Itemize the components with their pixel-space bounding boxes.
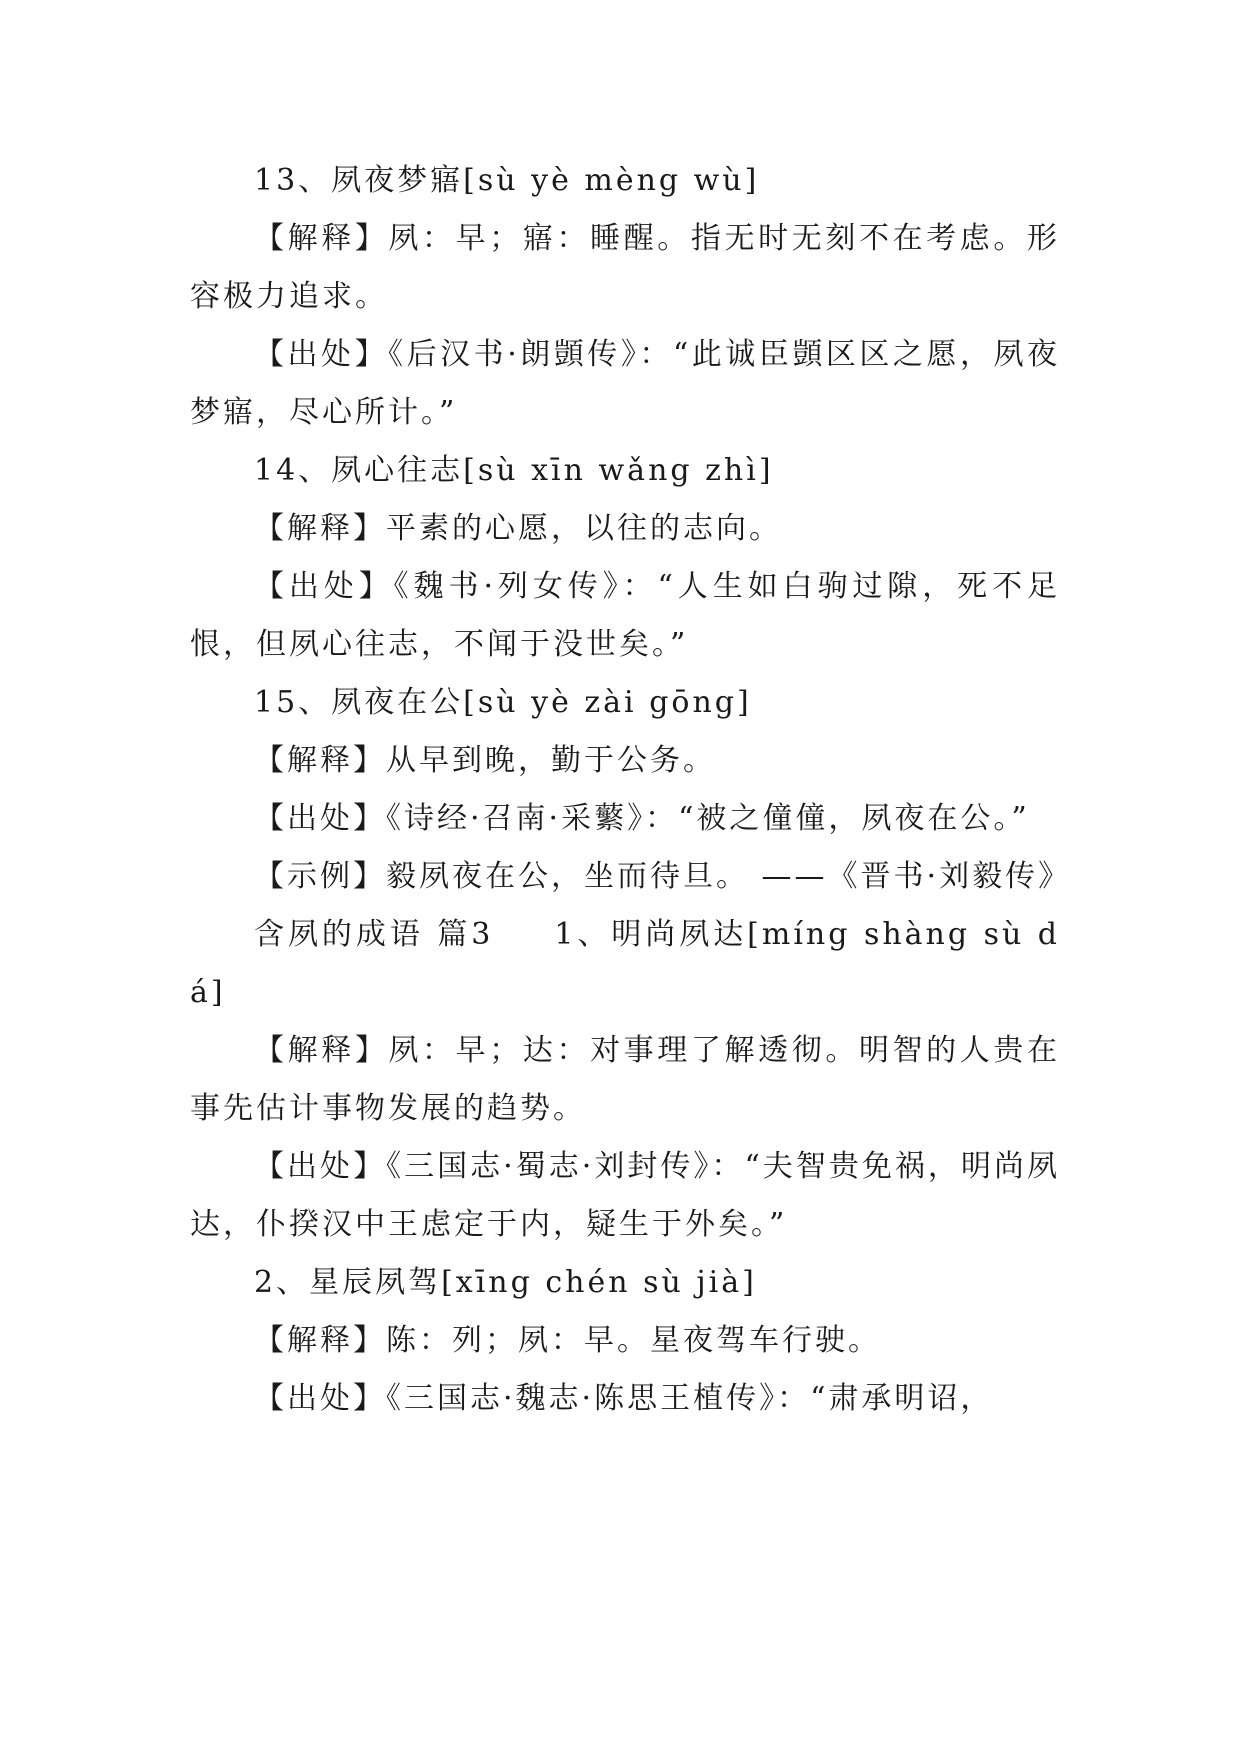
entry-13-explanation: 【解释】夙：早；寤：睡醒。指无时无刻不在考虑。形容极力追求。 [190,221,1060,314]
section-3-entry-1-title: 含夙的成语 篇3 1、明尚夙达[míng shàng sù dá] [190,917,1060,1010]
entry-13-source: 【出处】《后汉书·朗顗传》：“此诚臣顗区区之愿，夙夜梦寤，尽心所计。” [190,337,1060,430]
entry-14-source: 【出处】《魏书·列女传》：“人生如白驹过隙，死不足恨，但夙心往志，不闻于没世矣。” [190,569,1060,662]
entry-15-title: 15、夙夜在公[sù yè zài gōng] [254,685,752,720]
section-3-entry-2-title: 2、星辰夙驾[xīng chén sù jià] [254,1265,757,1300]
entry-15-example: 【示例】毅夙夜在公，坐而待旦。 ——《晋书·刘毅传》 [254,859,1072,894]
entry-15-source: 【出处】《诗经·召南·采蘩》：“被之僮僮，夙夜在公。” [254,801,1030,836]
entry-15-explanation: 【解释】从早到晚，勤于公务。 [254,743,716,778]
section-3-entry-2-explanation: 【解释】陈：列；夙：早。星夜驾车行驶。 [254,1323,881,1358]
entry-14-explanation: 【解释】平素的心愿，以往的志向。 [254,511,782,546]
section-3-entry-1-source: 【出处】《三国志·蜀志·刘封传》：“夫智贵免祸，明尚夙达，仆揆汉中王虑定于内，疑生于外矣。” [190,1149,1060,1242]
entry-14-title: 14、夙心往志[sù xīn wǎng zhì] [254,453,774,488]
document-body [190,152,1072,1428]
entry-13-title: 13、夙夜梦寤[sù yè mèng wù] [254,163,760,198]
section-3-entry-1-explanation: 【解释】夙：早；达：对事理了解透彻。明智的人贵在事先估计事物发展的趋势。 [190,1033,1060,1126]
section-3-entry-2-source: 【出处】《三国志·魏志·陈思王植传》：“肃承明诏， [254,1381,994,1416]
